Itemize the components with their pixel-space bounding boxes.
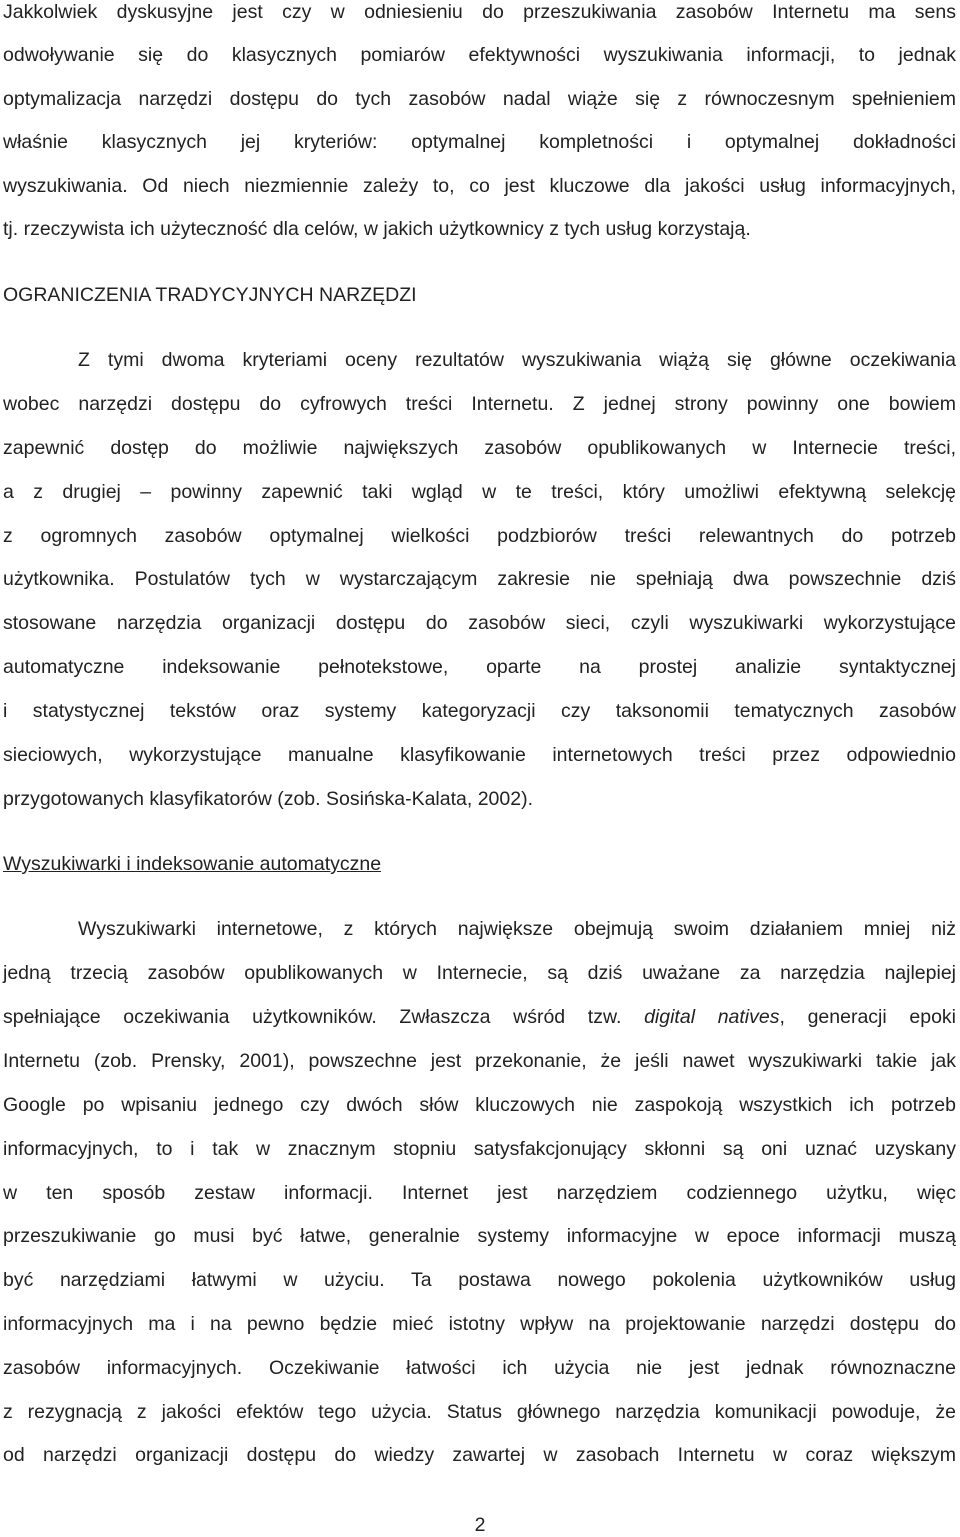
line-text: , generacji epoki bbox=[779, 1006, 956, 1028]
paragraph-line: informacyjnych, to i tak w znacznym stopniu satysfakcjonujący skłonni są oni uznać uzyskany bbox=[3, 1138, 956, 1160]
paragraph-line: od narzędzi organizacji dostępu do wiedzy zawartej w zasobach Internetu w coraz większym bbox=[3, 1444, 956, 1466]
paragraph-line: wobec narzędzi dostępu do cyfrowych treści Internetu. Z jednej strony powinny one bowiem bbox=[3, 393, 956, 415]
paragraph-line: automatyczne indeksowanie pełnotekstowe, oparte na prostej analizie syntaktycznej bbox=[3, 656, 956, 678]
italic-term: digital natives bbox=[644, 1006, 780, 1028]
paragraph-line: sieciowych, wykorzystujące manualne klasyfikowanie internetowych treści przez odpowiednio bbox=[3, 744, 956, 766]
paragraph-line: z rezygnacją z jakości efektów tego użycia. Status głównego narzędzia komunikacji powoduje, że bbox=[3, 1401, 956, 1423]
paragraph-line: odwoływanie się do klasycznych pomiarów efektywności wyszukiwania informacji, to jednak bbox=[3, 44, 956, 66]
paragraph-line: a z drugiej – powinny zapewnić taki wgląd w te treści, który umożliwi efektywną selekcję bbox=[3, 481, 956, 503]
subsection-heading: Wyszukiwarki i indeksowanie automatyczne bbox=[3, 853, 382, 875]
paragraph-line: Google po wpisaniu jednego czy dwóch słów kluczowych nie zaspokoją wszystkich ich potrzeb bbox=[3, 1094, 956, 1116]
paragraph-line: właśnie klasycznych jej kryteriów: optymalnej kompletności i optymalnej dokładności bbox=[3, 131, 956, 153]
paragraph-line: Jakkolwiek dyskusyjne jest czy w odniesieniu do przeszukiwania zasobów Internetu ma sens bbox=[3, 1, 956, 23]
paragraph-line: wyszukiwania. Od niech niezmiennie zależy to, co jest kluczowe dla jakości usług informacyjnych, bbox=[3, 175, 956, 197]
paragraph-line: przeszukiwanie go musi być łatwe, generalnie systemy informacyjne w epoce informacji muszą bbox=[3, 1225, 956, 1247]
paragraph-line: zapewnić dostęp do możliwie największych zasobów opublikowanych w Internecie treści, bbox=[3, 437, 956, 459]
paragraph-line: w ten sposób zestaw informacji. Internet jest narzędziem codziennego użytku, więc bbox=[3, 1182, 956, 1204]
paragraph-line: Wyszukiwarki internetowe, z których największe obejmują swoim działaniem mniej niż bbox=[78, 918, 956, 940]
paragraph-line: przygotowanych klasyfikatorów (zob. Sosińska-Kalata, 2002). bbox=[3, 788, 534, 810]
paragraph-line: Internetu (zob. Prensky, 2001), powszechne jest przekonanie, że jeśli nawet wyszukiwarki takie jak bbox=[3, 1050, 956, 1072]
paragraph-line: zasobów informacyjnych. Oczekiwanie łatwości ich użycia nie jest jednak równoznaczne bbox=[3, 1357, 956, 1379]
paragraph-line: jedną trzecią zasobów opublikowanych w Internecie, są dziś uważane za narzędzia najlepiej bbox=[3, 962, 956, 984]
paragraph-line: tj. rzeczywista ich użyteczność dla celów, w jakich użytkownicy z tych usług korzystają. bbox=[3, 218, 751, 240]
paragraph-line: stosowane narzędzia organizacji dostępu do zasobów sieci, czyli wyszukiwarki wykorzystujące bbox=[3, 612, 956, 634]
paragraph-line: z ogromnych zasobów optymalnej wielkości podzbiorów treści relewantnych do potrzeb bbox=[3, 525, 956, 547]
paragraph-line: Z tymi dwoma kryteriami oceny rezultatów wyszukiwania wiążą się główne oczekiwania bbox=[78, 349, 956, 371]
paragraph-line: użytkownika. Postulatów tych w wystarczającym zakresie nie spełniają dwa powszechnie dziś bbox=[3, 568, 956, 590]
paragraph-line: informacyjnych ma i na pewno będzie mieć istotny wpływ na projektowanie narzędzi dostępu do bbox=[3, 1313, 956, 1335]
paragraph-line: i statystycznej tekstów oraz systemy kategoryzacji czy taksonomii tematycznych zasobów bbox=[3, 700, 956, 722]
paragraph-line bbox=[3, 1005, 956, 1029]
line-text: spełniające oczekiwania użytkowników. Zwłaszcza wśród tzw. bbox=[3, 1006, 645, 1028]
paragraph-line: optymalizacja narzędzi dostępu do tych zasobów nadal wiąże się z równoczesnym spełnieniem bbox=[3, 88, 956, 110]
section-heading: OGRANICZENIA TRADYCYJNYCH NARZĘDZI bbox=[3, 284, 417, 306]
page-number: 2 bbox=[474, 1514, 486, 1536]
paragraph-line: być narzędziami łatwymi w użyciu. Ta postawa nowego pokolenia użytkowników usług bbox=[3, 1269, 956, 1291]
